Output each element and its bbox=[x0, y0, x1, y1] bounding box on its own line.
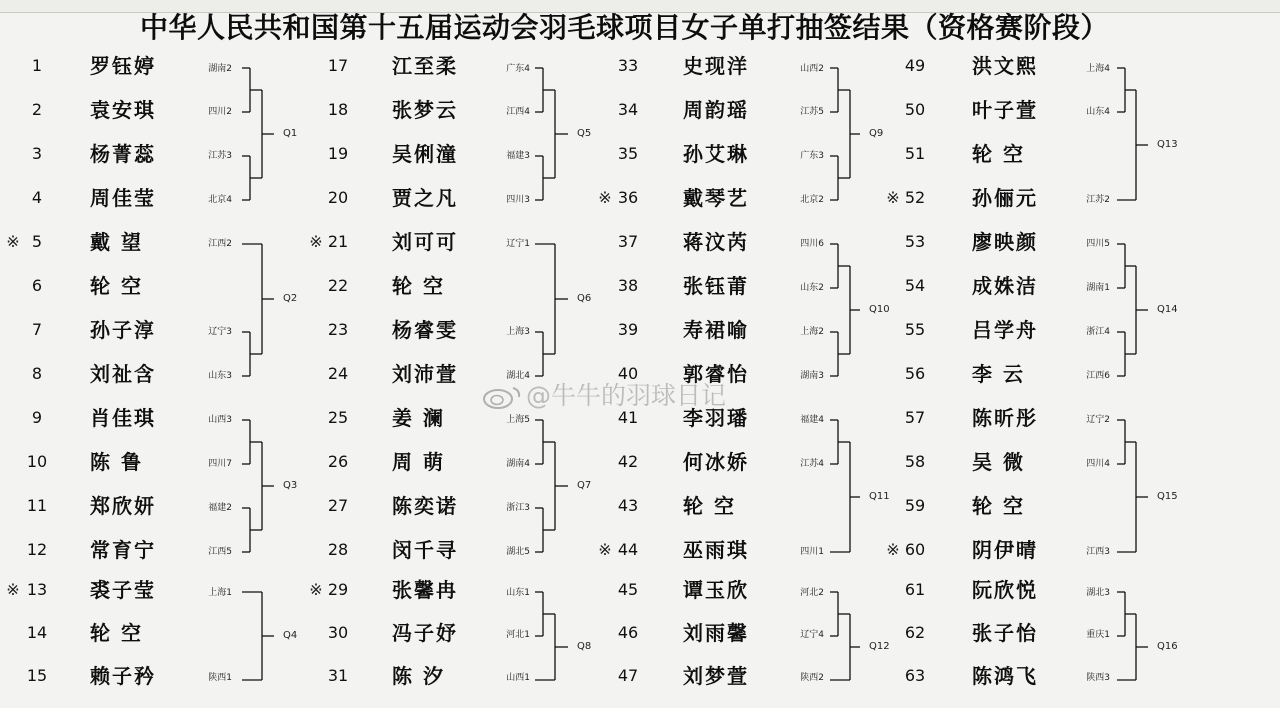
draw-number: 17 bbox=[327, 56, 349, 75]
player-name: 冯子妤 bbox=[392, 621, 458, 645]
qualifier-label: Q13 bbox=[1157, 139, 1178, 150]
draw-number: 9 bbox=[31, 408, 43, 427]
draw-number: 4 bbox=[31, 188, 43, 207]
player-name: 李 云 bbox=[972, 362, 1025, 386]
player-name: 轮 空 bbox=[972, 494, 1025, 518]
province-seed: 四川6 bbox=[800, 239, 824, 249]
player-name: 何冰娇 bbox=[683, 450, 749, 474]
player-name: 陈鸿飞 bbox=[972, 664, 1038, 688]
player-name: 蒋汶芮 bbox=[683, 230, 749, 254]
player-name: 周佳莹 bbox=[90, 186, 156, 210]
draw-number: 7 bbox=[31, 320, 43, 339]
province-seed: 湖南4 bbox=[506, 459, 530, 469]
player-name: 刘可可 bbox=[392, 230, 458, 254]
player-name: 戴 望 bbox=[90, 230, 143, 254]
province-seed: 江苏5 bbox=[800, 107, 824, 117]
province-seed: 福建3 bbox=[506, 151, 530, 161]
watermark-text: @牛牛的羽球日记 bbox=[526, 381, 727, 410]
draw-number: 18 bbox=[327, 100, 349, 119]
province-seed: 辽宁2 bbox=[1086, 415, 1110, 425]
draw-number: 60 bbox=[904, 540, 926, 559]
draw-number: 61 bbox=[904, 580, 926, 599]
draw-number: 62 bbox=[904, 623, 926, 642]
province-seed: 北京2 bbox=[800, 195, 824, 205]
province-seed: 江西4 bbox=[506, 107, 530, 117]
province-seed: 上海3 bbox=[506, 327, 530, 337]
province-seed: 广东4 bbox=[506, 64, 530, 74]
province-seed: 陕西1 bbox=[208, 673, 232, 683]
province-seed: 江西6 bbox=[1086, 371, 1110, 381]
province-seed: 山西2 bbox=[800, 64, 824, 74]
province-seed: 江西2 bbox=[208, 239, 232, 249]
province-seed: 四川2 bbox=[208, 107, 232, 117]
province-seed: 浙江4 bbox=[1086, 327, 1110, 337]
province-seed: 湖北4 bbox=[506, 371, 530, 381]
province-seed: 湖北3 bbox=[1086, 588, 1110, 598]
draw-number: 13 bbox=[26, 580, 48, 599]
draw-number: 59 bbox=[904, 496, 926, 515]
draw-number: 43 bbox=[617, 496, 639, 515]
player-name: 廖映颜 bbox=[972, 230, 1038, 254]
draw-number: 14 bbox=[26, 623, 48, 642]
draw-number: 31 bbox=[327, 666, 349, 685]
province-seed: 山东1 bbox=[506, 588, 530, 598]
player-name: 陈 鲁 bbox=[90, 450, 143, 474]
player-name: 郑欣妍 bbox=[90, 494, 156, 518]
player-name: 江至柔 bbox=[392, 54, 458, 78]
player-name: 杨睿雯 bbox=[392, 318, 458, 342]
province-seed: 北京4 bbox=[208, 195, 232, 205]
province-seed: 上海5 bbox=[506, 415, 530, 425]
draw-number: 28 bbox=[327, 540, 349, 559]
draw-number: 37 bbox=[617, 232, 639, 251]
draw-number: 49 bbox=[904, 56, 926, 75]
player-name: 吴 微 bbox=[972, 450, 1025, 474]
province-seed: 江西5 bbox=[208, 547, 232, 557]
draw-number: 35 bbox=[617, 144, 639, 163]
province-seed: 四川3 bbox=[506, 195, 530, 205]
page-title: 中华人民共和国第十五届运动会羽毛球项目女子单打抽签结果（资格赛阶段） bbox=[140, 11, 1110, 44]
draw-number: 63 bbox=[904, 666, 926, 685]
draw-number: 2 bbox=[31, 100, 43, 119]
province-seed: 四川4 bbox=[1086, 459, 1110, 469]
player-name: 刘祉含 bbox=[90, 362, 156, 386]
draw-number: 1 bbox=[31, 56, 43, 75]
qualifier-label: Q3 bbox=[283, 480, 298, 491]
province-seed: 上海4 bbox=[1086, 64, 1110, 74]
qualifier-label: Q10 bbox=[869, 304, 890, 315]
province-seed: 山东4 bbox=[1086, 107, 1110, 117]
draw-number: 56 bbox=[904, 364, 926, 383]
seed-mark: ※ bbox=[598, 188, 612, 207]
watermark bbox=[482, 378, 726, 414]
player-name: 周韵瑶 bbox=[683, 98, 749, 122]
draw-number: 27 bbox=[327, 496, 349, 515]
draw-number: 23 bbox=[327, 320, 349, 339]
qualifier-label: Q16 bbox=[1157, 641, 1178, 652]
draw-number: 36 bbox=[617, 188, 639, 207]
draw-number: 11 bbox=[26, 496, 48, 515]
province-seed: 江苏4 bbox=[800, 459, 824, 469]
player-name: 郭睿怡 bbox=[683, 362, 749, 386]
player-name: 罗钰婷 bbox=[90, 54, 156, 78]
player-name: 陈昕彤 bbox=[972, 406, 1038, 430]
draw-number: 3 bbox=[31, 144, 43, 163]
player-name: 洪文熙 bbox=[972, 54, 1038, 78]
seed-mark: ※ bbox=[309, 580, 323, 599]
qualifier-label: Q15 bbox=[1157, 491, 1178, 502]
draw-number: 57 bbox=[904, 408, 926, 427]
player-name: 贾之凡 bbox=[392, 186, 458, 210]
qualifier-label: Q11 bbox=[869, 491, 890, 502]
province-seed: 广东3 bbox=[800, 151, 824, 161]
player-name: 史现洋 bbox=[683, 54, 749, 78]
province-seed: 辽宁3 bbox=[208, 327, 232, 337]
province-seed: 浙江3 bbox=[506, 503, 530, 513]
player-name: 孙艾琳 bbox=[683, 142, 749, 166]
weibo-icon bbox=[482, 384, 524, 410]
qualifier-label: Q6 bbox=[577, 293, 592, 304]
draw-number: 45 bbox=[617, 580, 639, 599]
player-name: 吕学舟 bbox=[972, 318, 1038, 342]
draw-number: 8 bbox=[31, 364, 43, 383]
draw-number: 10 bbox=[26, 452, 48, 471]
province-seed: 湖南2 bbox=[208, 64, 232, 74]
draw-number: 30 bbox=[327, 623, 349, 642]
draw-number: 15 bbox=[26, 666, 48, 685]
player-name: 轮 空 bbox=[972, 142, 1025, 166]
seed-mark: ※ bbox=[598, 540, 612, 559]
player-name: 刘梦萱 bbox=[683, 664, 749, 688]
province-seed: 河北2 bbox=[800, 588, 824, 598]
qualifier-label: Q2 bbox=[283, 293, 298, 304]
province-seed: 四川5 bbox=[1086, 239, 1110, 249]
player-name: 戴琴艺 bbox=[683, 186, 749, 210]
province-seed: 湖南1 bbox=[1086, 283, 1110, 293]
player-name: 肖佳琪 bbox=[90, 406, 156, 430]
draw-number: 34 bbox=[617, 100, 639, 119]
player-name: 李羽璠 bbox=[683, 406, 749, 430]
player-name: 张子怡 bbox=[972, 621, 1038, 645]
player-name: 刘沛萱 bbox=[392, 362, 458, 386]
player-name: 寿裙喻 bbox=[683, 318, 749, 342]
seed-mark: ※ bbox=[6, 232, 20, 251]
qualifier-label: Q1 bbox=[283, 128, 298, 139]
seed-mark: ※ bbox=[309, 232, 323, 251]
player-name: 闵千寻 bbox=[392, 538, 458, 562]
draw-number: 52 bbox=[904, 188, 926, 207]
player-name: 轮 空 bbox=[90, 274, 143, 298]
player-name: 张钰莆 bbox=[683, 274, 749, 298]
province-seed: 辽宁4 bbox=[800, 630, 824, 640]
province-seed: 上海2 bbox=[800, 327, 824, 337]
draw-number: 33 bbox=[617, 56, 639, 75]
draw-number: 53 bbox=[904, 232, 926, 251]
draw-number: 42 bbox=[617, 452, 639, 471]
player-name: 姜 澜 bbox=[392, 406, 445, 430]
player-name: 陈奕诺 bbox=[392, 494, 458, 518]
qualifier-label: Q4 bbox=[283, 630, 298, 641]
draw-number: 46 bbox=[617, 623, 639, 642]
draw-number: 47 bbox=[617, 666, 639, 685]
player-name: 赖子矜 bbox=[90, 664, 156, 688]
draw-number: 21 bbox=[327, 232, 349, 251]
qualifier-label: Q8 bbox=[577, 641, 592, 652]
province-seed: 福建4 bbox=[800, 415, 824, 425]
player-name: 吴俐潼 bbox=[392, 142, 458, 166]
draw-number: 29 bbox=[327, 580, 349, 599]
province-seed: 江西3 bbox=[1086, 547, 1110, 557]
province-seed: 山西1 bbox=[506, 673, 530, 683]
draw-number: 39 bbox=[617, 320, 639, 339]
province-seed: 江苏3 bbox=[208, 151, 232, 161]
qualifier-label: Q14 bbox=[1157, 304, 1178, 315]
province-seed: 四川7 bbox=[208, 459, 232, 469]
province-seed: 河北1 bbox=[506, 630, 530, 640]
player-name: 阮欣悦 bbox=[972, 578, 1038, 602]
player-name: 陈 汐 bbox=[392, 664, 445, 688]
draw-number: 19 bbox=[327, 144, 349, 163]
draw-number: 25 bbox=[327, 408, 349, 427]
seed-mark: ※ bbox=[6, 580, 20, 599]
player-name: 张馨冉 bbox=[392, 578, 458, 602]
player-name: 叶子萱 bbox=[972, 98, 1038, 122]
province-seed: 山西3 bbox=[208, 415, 232, 425]
qualifier-label: Q9 bbox=[869, 128, 884, 139]
player-name: 常育宁 bbox=[90, 538, 156, 562]
player-name: 张梦云 bbox=[392, 98, 458, 122]
player-name: 巫雨琪 bbox=[683, 538, 749, 562]
draw-number: 54 bbox=[904, 276, 926, 295]
draw-number: 58 bbox=[904, 452, 926, 471]
draw-number: 5 bbox=[31, 232, 43, 251]
qualifier-label: Q12 bbox=[869, 641, 890, 652]
province-seed: 重庆1 bbox=[1086, 630, 1110, 640]
province-seed: 上海1 bbox=[208, 588, 232, 598]
draw-number: 51 bbox=[904, 144, 926, 163]
player-name: 谭玉欣 bbox=[683, 578, 749, 602]
province-seed: 陕西2 bbox=[800, 673, 824, 683]
draw-number: 55 bbox=[904, 320, 926, 339]
qualifier-label: Q7 bbox=[577, 480, 592, 491]
player-name: 杨菁蕊 bbox=[90, 142, 156, 166]
draw-number: 22 bbox=[327, 276, 349, 295]
player-name: 轮 空 bbox=[392, 274, 445, 298]
draw-number: 41 bbox=[617, 408, 639, 427]
province-seed: 湖北5 bbox=[506, 547, 530, 557]
player-name: 孙俪元 bbox=[972, 186, 1038, 210]
draw-number: 26 bbox=[327, 452, 349, 471]
province-seed: 山东3 bbox=[208, 371, 232, 381]
province-seed: 湖南3 bbox=[800, 371, 824, 381]
province-seed: 江苏2 bbox=[1086, 195, 1110, 205]
draw-number: 24 bbox=[327, 364, 349, 383]
player-name: 轮 空 bbox=[683, 494, 736, 518]
player-name: 阴伊晴 bbox=[972, 538, 1038, 562]
province-seed: 辽宁1 bbox=[506, 239, 530, 249]
player-name: 成姝洁 bbox=[972, 274, 1038, 298]
province-seed: 福建2 bbox=[208, 503, 232, 513]
province-seed: 四川1 bbox=[800, 547, 824, 557]
seed-mark: ※ bbox=[886, 540, 900, 559]
qualifier-label: Q5 bbox=[577, 128, 592, 139]
player-name: 裘子莹 bbox=[90, 578, 156, 602]
draw-number: 44 bbox=[617, 540, 639, 559]
player-name: 刘雨馨 bbox=[683, 621, 749, 645]
draw-number: 38 bbox=[617, 276, 639, 295]
draw-number: 6 bbox=[31, 276, 43, 295]
province-seed: 山东2 bbox=[800, 283, 824, 293]
player-name: 袁安琪 bbox=[90, 98, 156, 122]
province-seed: 陕西3 bbox=[1086, 673, 1110, 683]
draw-number: 12 bbox=[26, 540, 48, 559]
seed-mark: ※ bbox=[886, 188, 900, 207]
player-name: 孙子淳 bbox=[90, 318, 156, 342]
draw-number: 50 bbox=[904, 100, 926, 119]
player-name: 周 萌 bbox=[392, 450, 445, 474]
player-name: 轮 空 bbox=[90, 621, 143, 645]
draw-number: 20 bbox=[327, 188, 349, 207]
draw-number: 40 bbox=[617, 364, 639, 383]
